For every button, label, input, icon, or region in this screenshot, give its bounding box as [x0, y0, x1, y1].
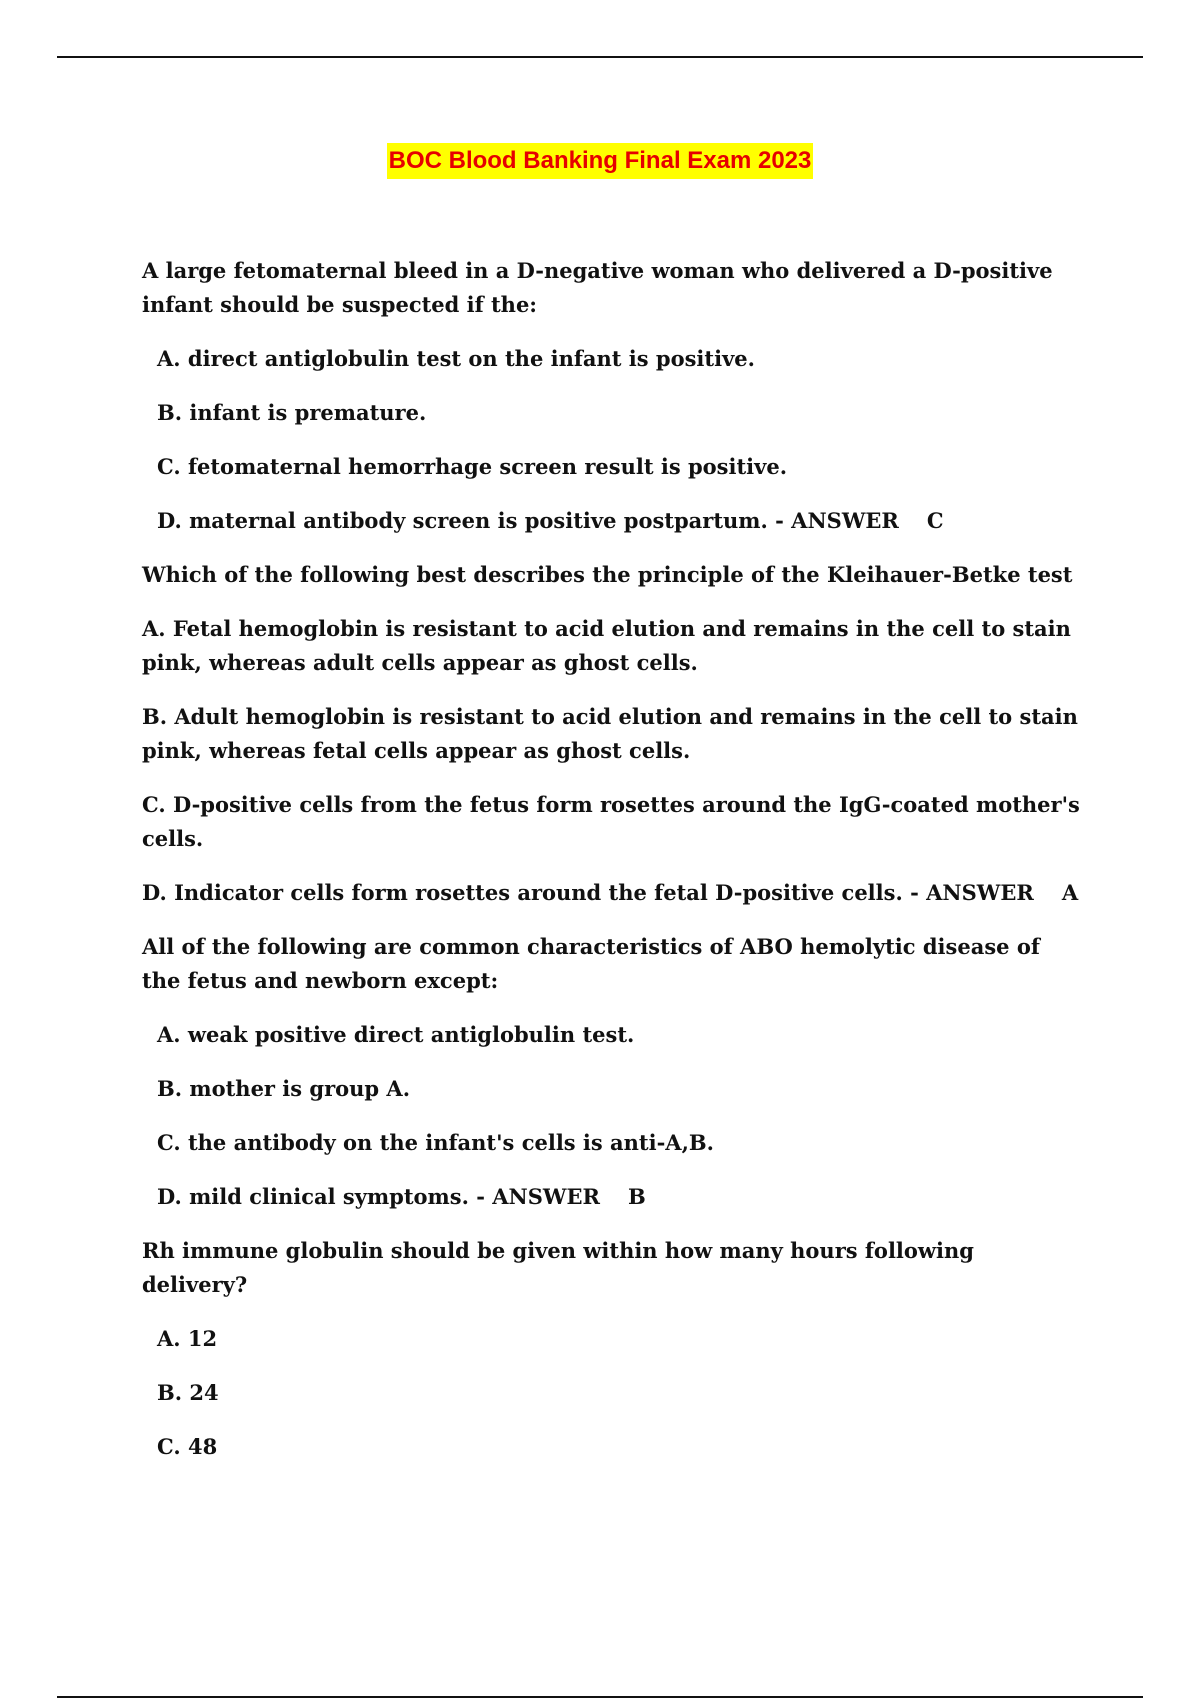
answer-letter: B — [627, 1184, 646, 1209]
top-rule — [57, 56, 1143, 58]
question-1 — [142, 254, 1082, 538]
option-c: C. the antibody on the infant's cells is anti-A,B. — [157, 1130, 714, 1155]
question-2 — [142, 558, 1082, 910]
option-a: A. weak positive direct antiglobulin test. — [157, 1022, 635, 1047]
option-d: D. mild clinical symptoms. - ANSWER — [157, 1184, 600, 1209]
option-b: B. mother is group A. — [157, 1076, 411, 1101]
question-stem: All of the following are common characteristics of ABO hemolytic disease of the fetus and newborn except: — [142, 934, 1040, 993]
option-c: C. 48 — [157, 1434, 218, 1459]
option-a: A. Fetal hemoglobin is resistant to acid elution and remains in the cell to stain pink, whereas adult cells appear as ghost cells. — [142, 616, 1071, 675]
answer-letter: C — [926, 508, 944, 533]
option-c: C. D-positive cells from the fetus form rosettes around the IgG-coated mother's cells. — [142, 792, 1080, 851]
option-a: A. direct antiglobulin test on the infant is positive. — [157, 346, 755, 371]
option-d: D. maternal antibody screen is positive postpartum. - ANSWER — [157, 508, 899, 533]
option-b: B. 24 — [157, 1380, 219, 1405]
question-3 — [142, 930, 1082, 1214]
answer-letter: A — [1061, 880, 1079, 905]
option-d: D. Indicator cells form rosettes around the fetal D-positive cells. - ANSWER — [142, 880, 1034, 905]
question-stem: Which of the following best describes the principle of the Kleihauer-Betke test — [142, 562, 1073, 587]
option-d-with-answer — [157, 1180, 1082, 1214]
option-b: B. Adult hemoglobin is resistant to acid elution and remains in the cell to stain pink, whereas fetal cells appear as ghost cells. — [142, 704, 1078, 763]
option-d-with-answer — [142, 876, 1082, 910]
question-stem: Rh immune globulin should be given within how many hours following delivery? — [142, 1238, 974, 1297]
question-4 — [142, 1234, 1082, 1464]
document-body — [142, 254, 1082, 1484]
title-container — [0, 143, 1200, 179]
document-title: BOC Blood Banking Final Exam 2023 — [387, 143, 814, 179]
bottom-rule — [57, 1696, 1143, 1698]
option-d-with-answer — [157, 504, 1082, 538]
option-b: B. infant is premature. — [157, 400, 427, 425]
option-a: A. 12 — [157, 1326, 218, 1351]
option-c: C. fetomaternal hemorrhage screen result is positive. — [157, 454, 788, 479]
question-stem: A large fetomaternal bleed in a D-negative woman who delivered a D-positive infant should be suspected if the: — [142, 258, 1053, 317]
